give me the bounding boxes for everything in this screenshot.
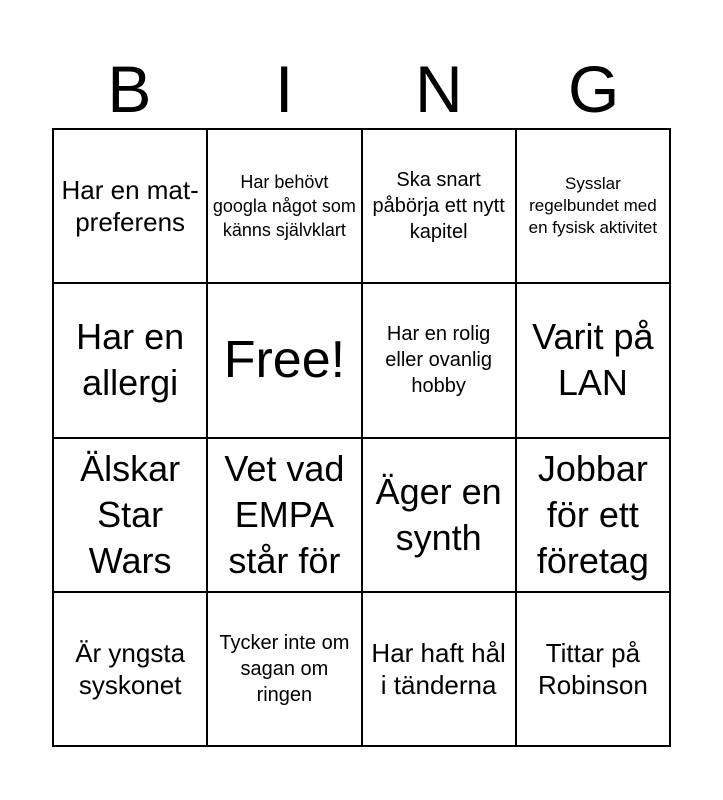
cell-text: Har haft hål i tänderna (371, 637, 506, 700)
cell-text: Äger en synth (375, 470, 502, 558)
header-letter-b: B (107, 52, 152, 126)
bingo-cell[interactable] (54, 439, 208, 593)
bingo-cell[interactable] (517, 439, 671, 593)
bingo-cell[interactable] (54, 284, 208, 438)
bingo-cell[interactable] (54, 593, 208, 747)
bingo-cell[interactable] (208, 439, 362, 593)
cell-text: Varit på LAN (532, 316, 654, 404)
header-letter-g: G (567, 52, 620, 126)
cell-text: Tycker inte om sagan om ringen (219, 631, 350, 706)
free-text: Free! (223, 331, 346, 390)
bingo-cell[interactable] (363, 130, 517, 284)
cell-text: Jobbar för ett företag (536, 447, 649, 581)
header-letter-n: N (415, 52, 463, 126)
header-letter-i: I (274, 52, 294, 126)
cell-text: Har en rolig eller ovanlig hobby (385, 323, 492, 398)
cell-text: Har behövt googla något som känns självklart (212, 172, 356, 241)
free-cell[interactable] (208, 284, 362, 438)
bingo-grid (52, 128, 671, 747)
cell-text: Ska snart påbörja ett nytt kapitel (372, 169, 505, 244)
cell-text: Är yngsta syskonet (75, 637, 186, 700)
bingo-cell[interactable] (363, 593, 517, 747)
bingo-cell[interactable] (208, 130, 362, 284)
bingo-cell[interactable] (54, 130, 208, 284)
cell-text: Tittar på Robinson (537, 637, 648, 700)
cell-text: Sysslar regelbundet med en fysisk aktivitet (528, 174, 658, 238)
cell-text: Har en allergi (76, 316, 185, 404)
bingo-cell[interactable] (517, 130, 671, 284)
bingo-cell[interactable] (517, 593, 671, 747)
cell-text: Har en mat-preferens (61, 175, 199, 238)
cell-text: Vet vad EMPA står för (224, 447, 345, 581)
bingo-cell[interactable] (363, 439, 517, 593)
bingo-cell[interactable] (208, 593, 362, 747)
bingo-cell[interactable] (517, 284, 671, 438)
cell-text: Älskar Star Wars (80, 447, 181, 581)
bingo-header (52, 50, 671, 128)
bingo-cell[interactable] (363, 284, 517, 438)
